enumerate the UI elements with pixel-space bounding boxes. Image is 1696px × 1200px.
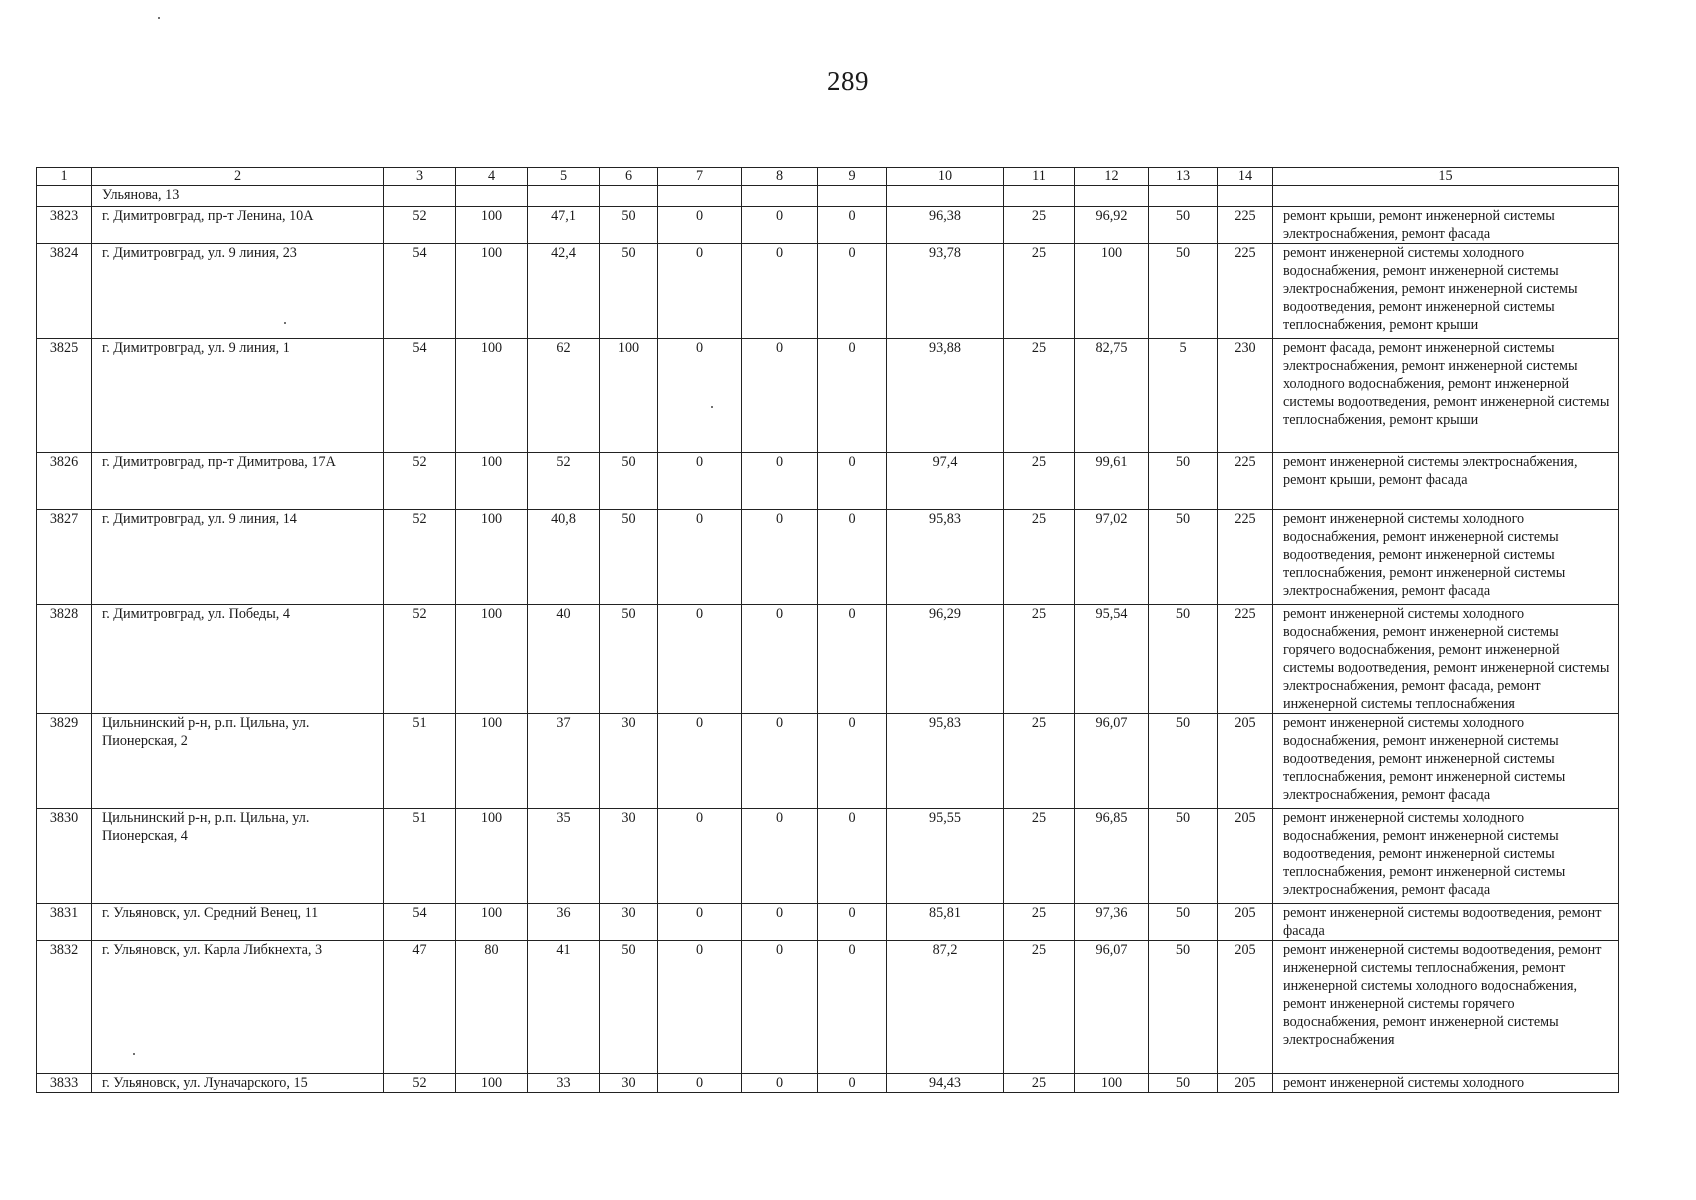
value-cell-c14: 225: [1218, 207, 1273, 244]
address-cell: г. Димитровград, ул. 9 линия, 23: [92, 244, 384, 339]
registry-table: [36, 167, 1619, 1093]
empty-cell: [456, 186, 528, 207]
value-cell-c6: 50: [600, 941, 658, 1074]
value-cell-c5: 40: [528, 605, 600, 714]
value-cell-c7: 0: [658, 904, 742, 941]
value-cell-c14: 205: [1218, 904, 1273, 941]
value-cell-c9: 0: [818, 605, 887, 714]
empty-cell: [818, 186, 887, 207]
address-cell: г. Ульяновск, ул. Луначарского, 15: [92, 1074, 384, 1093]
value-cell-c6: 30: [600, 1074, 658, 1093]
value-cell-c4: 100: [456, 904, 528, 941]
value-cell-c11: 25: [1004, 1074, 1075, 1093]
value-cell-c3: 51: [384, 809, 456, 904]
column-header: 8: [742, 168, 818, 186]
value-cell-c4: 100: [456, 605, 528, 714]
value-cell-c12: 97,02: [1075, 510, 1149, 605]
value-cell-c3: 52: [384, 510, 456, 605]
value-cell-c10: 85,81: [887, 904, 1004, 941]
column-header: 7: [658, 168, 742, 186]
row-number: 3833: [37, 1074, 92, 1093]
value-cell-c11: 25: [1004, 809, 1075, 904]
value-cell-c8: 0: [742, 244, 818, 339]
value-cell-c9: 0: [818, 453, 887, 510]
empty-cell: [528, 186, 600, 207]
row-number: 3829: [37, 714, 92, 809]
empty-cell: [384, 186, 456, 207]
works-cell: ремонт инженерной системы холодного водоснабжения, ремонт инженерной системы горячего водоснабжения, ремонт инженерной системы водоотведения, ремонт инженерной системы электроснабжения, ремонт фасада, ремонт инженерной системы теплоснабжения: [1273, 605, 1619, 714]
value-cell-c13: 50: [1149, 714, 1218, 809]
column-header: 11: [1004, 168, 1075, 186]
value-cell-c3: 54: [384, 339, 456, 453]
value-cell-c6: 50: [600, 244, 658, 339]
value-cell-c9: 0: [818, 339, 887, 453]
works-cell: ремонт инженерной системы электроснабжения, ремонт крыши, ремонт фасада: [1273, 453, 1619, 510]
row-number: 3828: [37, 605, 92, 714]
empty-cell: [600, 186, 658, 207]
row-number: 3826: [37, 453, 92, 510]
empty-cell: [887, 186, 1004, 207]
column-header: 14: [1218, 168, 1273, 186]
value-cell-c12: 96,85: [1075, 809, 1149, 904]
table-row: [37, 453, 1619, 510]
column-header: 1: [37, 168, 92, 186]
value-cell-c10: 96,29: [887, 605, 1004, 714]
table-row: [37, 714, 1619, 809]
value-cell-c10: 93,78: [887, 244, 1004, 339]
value-cell-c8: 0: [742, 605, 818, 714]
value-cell-c6: 30: [600, 809, 658, 904]
value-cell-c7: 0: [658, 1074, 742, 1093]
value-cell-c14: 225: [1218, 605, 1273, 714]
column-header: 9: [818, 168, 887, 186]
value-cell-c7: 0: [658, 244, 742, 339]
value-cell-c8: 0: [742, 941, 818, 1074]
value-cell-c8: 0: [742, 339, 818, 453]
works-cell: ремонт инженерной системы холодного: [1273, 1074, 1619, 1093]
header-row: [37, 168, 1619, 186]
value-cell-c9: 0: [818, 809, 887, 904]
value-cell-c3: 52: [384, 605, 456, 714]
value-cell-c4: 100: [456, 453, 528, 510]
empty-cell: [742, 186, 818, 207]
value-cell-c5: 36: [528, 904, 600, 941]
value-cell-c14: 225: [1218, 453, 1273, 510]
value-cell-c4: 100: [456, 809, 528, 904]
continuation-address: Ульянова, 13: [92, 186, 384, 207]
value-cell-c14: 230: [1218, 339, 1273, 453]
value-cell-c9: 0: [818, 207, 887, 244]
value-cell-c13: 50: [1149, 941, 1218, 1074]
value-cell-c8: 0: [742, 453, 818, 510]
table-row: [37, 339, 1619, 453]
value-cell-c12: 96,07: [1075, 941, 1149, 1074]
value-cell-c7: 0: [658, 714, 742, 809]
value-cell-c13: 50: [1149, 1074, 1218, 1093]
value-cell-c4: 100: [456, 714, 528, 809]
value-cell-c13: 50: [1149, 207, 1218, 244]
value-cell-c10: 87,2: [887, 941, 1004, 1074]
value-cell-c6: 50: [600, 605, 658, 714]
value-cell-c6: 50: [600, 207, 658, 244]
column-header: 5: [528, 168, 600, 186]
column-header: 15: [1273, 168, 1619, 186]
value-cell-c13: 50: [1149, 605, 1218, 714]
table-row: [37, 1074, 1619, 1093]
value-cell-c9: 0: [818, 244, 887, 339]
value-cell-c12: 100: [1075, 1074, 1149, 1093]
column-header: 4: [456, 168, 528, 186]
empty-cell: [37, 186, 92, 207]
empty-cell: [1218, 186, 1273, 207]
value-cell-c11: 25: [1004, 207, 1075, 244]
value-cell-c4: 100: [456, 1074, 528, 1093]
value-cell-c13: 50: [1149, 510, 1218, 605]
value-cell-c11: 25: [1004, 453, 1075, 510]
address-cell: г. Димитровград, ул. 9 линия, 14: [92, 510, 384, 605]
value-cell-c14: 225: [1218, 510, 1273, 605]
value-cell-c3: 47: [384, 941, 456, 1074]
table-row: [37, 904, 1619, 941]
table-row: [37, 207, 1619, 244]
value-cell-c14: 205: [1218, 941, 1273, 1074]
value-cell-c3: 54: [384, 904, 456, 941]
table-row: [37, 510, 1619, 605]
value-cell-c13: 50: [1149, 904, 1218, 941]
value-cell-c10: 95,83: [887, 714, 1004, 809]
value-cell-c9: 0: [818, 510, 887, 605]
value-cell-c7: 0: [658, 510, 742, 605]
empty-cell: [1004, 186, 1075, 207]
works-cell: ремонт инженерной системы холодного водоснабжения, ремонт инженерной системы водоотведения, ремонт инженерной системы теплоснабжения, ремонт инженерной системы электроснабжения, ремонт фасада: [1273, 714, 1619, 809]
empty-cell: [658, 186, 742, 207]
value-cell-c11: 25: [1004, 605, 1075, 714]
value-cell-c10: 93,88: [887, 339, 1004, 453]
works-cell: ремонт инженерной системы холодного водоснабжения, ремонт инженерной системы электроснабжения, ремонт инженерной системы водоотведения, ремонт инженерной системы теплоснабжения, ремонт крыши: [1273, 244, 1619, 339]
row-number: 3831: [37, 904, 92, 941]
value-cell-c4: 100: [456, 339, 528, 453]
address-cell: Цильнинский р-н, р.п. Цильна, ул. Пионерская, 4: [92, 809, 384, 904]
value-cell-c14: 205: [1218, 809, 1273, 904]
value-cell-c4: 100: [456, 207, 528, 244]
row-number: 3832: [37, 941, 92, 1074]
value-cell-c4: 100: [456, 244, 528, 339]
continuation-row: [37, 186, 1619, 207]
value-cell-c7: 0: [658, 605, 742, 714]
value-cell-c14: 225: [1218, 244, 1273, 339]
address-cell: г. Ульяновск, ул. Средний Венец, 11: [92, 904, 384, 941]
empty-cell: [1075, 186, 1149, 207]
value-cell-c8: 0: [742, 714, 818, 809]
value-cell-c10: 97,4: [887, 453, 1004, 510]
column-header: 13: [1149, 168, 1218, 186]
scan-dot: [284, 322, 286, 324]
value-cell-c8: 0: [742, 510, 818, 605]
scan-dot: [158, 17, 160, 19]
value-cell-c5: 37: [528, 714, 600, 809]
value-cell-c14: 205: [1218, 1074, 1273, 1093]
table-row: [37, 809, 1619, 904]
value-cell-c3: 54: [384, 244, 456, 339]
address-cell: г. Ульяновск, ул. Карла Либкнехта, 3: [92, 941, 384, 1074]
column-header: 2: [92, 168, 384, 186]
value-cell-c7: 0: [658, 941, 742, 1074]
value-cell-c3: 52: [384, 1074, 456, 1093]
value-cell-c6: 50: [600, 453, 658, 510]
scan-dot: [133, 1053, 135, 1055]
works-cell: ремонт крыши, ремонт инженерной системы электроснабжения, ремонт фасада: [1273, 207, 1619, 244]
value-cell-c5: 33: [528, 1074, 600, 1093]
address-cell: г. Димитровград, пр-т Димитрова, 17А: [92, 453, 384, 510]
value-cell-c7: 0: [658, 453, 742, 510]
value-cell-c6: 30: [600, 714, 658, 809]
value-cell-c12: 96,07: [1075, 714, 1149, 809]
value-cell-c5: 62: [528, 339, 600, 453]
value-cell-c5: 52: [528, 453, 600, 510]
value-cell-c7: 0: [658, 207, 742, 244]
works-cell: ремонт инженерной системы водоотведения, ремонт инженерной системы теплоснабжения, ремонт инженерной системы холодного водоснабжения, ремонт инженерной системы горячего водоснабжения, ремонт инженерной системы электроснабжения: [1273, 941, 1619, 1074]
value-cell-c13: 5: [1149, 339, 1218, 453]
value-cell-c5: 35: [528, 809, 600, 904]
value-cell-c10: 95,55: [887, 809, 1004, 904]
address-cell: г. Димитровград, ул. 9 линия, 1: [92, 339, 384, 453]
value-cell-c10: 96,38: [887, 207, 1004, 244]
value-cell-c4: 80: [456, 941, 528, 1074]
value-cell-c3: 52: [384, 453, 456, 510]
row-number: 3830: [37, 809, 92, 904]
address-cell: г. Димитровград, ул. Победы, 4: [92, 605, 384, 714]
row-number: 3824: [37, 244, 92, 339]
value-cell-c12: 99,61: [1075, 453, 1149, 510]
value-cell-c12: 100: [1075, 244, 1149, 339]
value-cell-c12: 95,54: [1075, 605, 1149, 714]
row-number: 3823: [37, 207, 92, 244]
scan-dot: [711, 406, 713, 408]
value-cell-c11: 25: [1004, 904, 1075, 941]
value-cell-c10: 94,43: [887, 1074, 1004, 1093]
address-cell: г. Димитровград, пр-т Ленина, 10А: [92, 207, 384, 244]
table-row: [37, 244, 1619, 339]
value-cell-c9: 0: [818, 941, 887, 1074]
empty-cell: [1273, 186, 1619, 207]
works-cell: ремонт инженерной системы холодного водоснабжения, ремонт инженерной системы водоотведения, ремонт инженерной системы теплоснабжения, ремонт инженерной системы электроснабжения, ремонт фасада: [1273, 510, 1619, 605]
value-cell-c8: 0: [742, 809, 818, 904]
value-cell-c13: 50: [1149, 809, 1218, 904]
works-cell: ремонт фасада, ремонт инженерной системы электроснабжения, ремонт инженерной системы холодного водоснабжения, ремонт инженерной системы водоотведения, ремонт инженерной системы теплоснабжения, ремонт крыши: [1273, 339, 1619, 453]
value-cell-c7: 0: [658, 809, 742, 904]
value-cell-c8: 0: [742, 207, 818, 244]
address-cell: Цильнинский р-н, р.п. Цильна, ул. Пионерская, 2: [92, 714, 384, 809]
empty-cell: [1149, 186, 1218, 207]
value-cell-c12: 82,75: [1075, 339, 1149, 453]
value-cell-c11: 25: [1004, 510, 1075, 605]
value-cell-c5: 41: [528, 941, 600, 1074]
table-row: [37, 605, 1619, 714]
value-cell-c14: 205: [1218, 714, 1273, 809]
value-cell-c12: 96,92: [1075, 207, 1149, 244]
value-cell-c7: 0: [658, 339, 742, 453]
table-row: [37, 941, 1619, 1074]
value-cell-c4: 100: [456, 510, 528, 605]
value-cell-c9: 0: [818, 1074, 887, 1093]
works-cell: ремонт инженерной системы холодного водоснабжения, ремонт инженерной системы водоотведения, ремонт инженерной системы теплоснабжения, ремонт инженерной системы электроснабжения, ремонт фасада: [1273, 809, 1619, 904]
value-cell-c9: 0: [818, 714, 887, 809]
row-number: 3827: [37, 510, 92, 605]
value-cell-c13: 50: [1149, 453, 1218, 510]
page-number: 289: [827, 66, 869, 96]
value-cell-c11: 25: [1004, 244, 1075, 339]
column-header: 12: [1075, 168, 1149, 186]
value-cell-c10: 95,83: [887, 510, 1004, 605]
value-cell-c3: 52: [384, 207, 456, 244]
row-number: 3825: [37, 339, 92, 453]
value-cell-c3: 51: [384, 714, 456, 809]
value-cell-c11: 25: [1004, 714, 1075, 809]
value-cell-c8: 0: [742, 1074, 818, 1093]
value-cell-c6: 30: [600, 904, 658, 941]
value-cell-c12: 97,36: [1075, 904, 1149, 941]
value-cell-c8: 0: [742, 904, 818, 941]
value-cell-c5: 47,1: [528, 207, 600, 244]
value-cell-c9: 0: [818, 904, 887, 941]
value-cell-c11: 25: [1004, 941, 1075, 1074]
value-cell-c6: 50: [600, 510, 658, 605]
works-cell: ремонт инженерной системы водоотведения, ремонт фасада: [1273, 904, 1619, 941]
column-header: 3: [384, 168, 456, 186]
column-header: 10: [887, 168, 1004, 186]
value-cell-c5: 40,8: [528, 510, 600, 605]
value-cell-c11: 25: [1004, 339, 1075, 453]
value-cell-c6: 100: [600, 339, 658, 453]
column-header: 6: [600, 168, 658, 186]
value-cell-c5: 42,4: [528, 244, 600, 339]
value-cell-c13: 50: [1149, 244, 1218, 339]
